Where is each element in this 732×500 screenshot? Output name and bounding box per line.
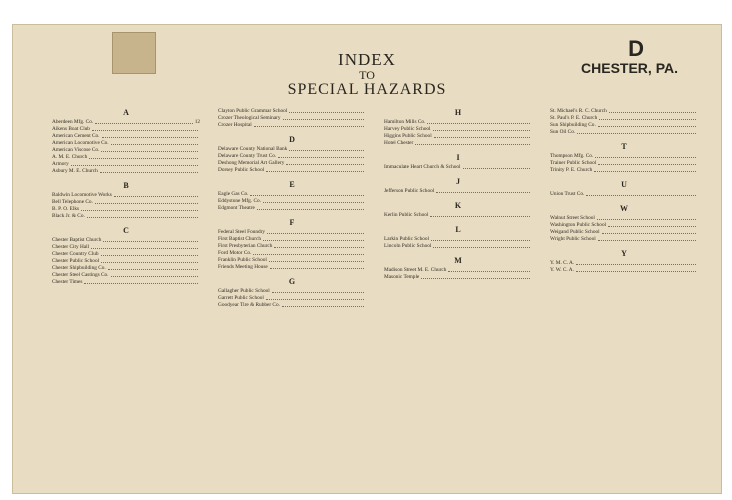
dot-leader <box>101 147 198 152</box>
index-section <box>52 226 200 286</box>
index-section-letter: Y <box>621 249 627 258</box>
index-section-letter: B <box>123 181 129 190</box>
index-entry-name: Baldwin Locomotive Works <box>52 192 112 198</box>
index-entry <box>384 274 532 281</box>
index-entry-name: American Locomotive Co. <box>52 140 109 146</box>
index-entry <box>218 295 366 302</box>
index-entry-name: Crozer Theological Seminary <box>218 115 281 121</box>
dot-leader <box>599 115 696 120</box>
dot-leader <box>270 264 364 269</box>
index-entry-name: Hotel Chester <box>384 140 414 146</box>
index-entry-name: American Cement Co. <box>52 133 100 139</box>
index-entry <box>384 267 532 274</box>
index-entry-name: Chester Times <box>52 279 83 285</box>
index-entry-name: Aikens Boat Club <box>52 126 90 132</box>
index-entry-name: Asbury M. E. Church <box>52 168 98 174</box>
index-entry-name: Larkin Public School <box>384 236 430 242</box>
index-entry-name: Franklin Public School <box>218 257 267 263</box>
index-entry <box>218 205 366 212</box>
index-entry <box>52 126 200 133</box>
index-entry <box>384 212 532 219</box>
index-section <box>550 108 698 136</box>
dot-leader <box>598 160 696 165</box>
index-section-letter: L <box>455 225 461 234</box>
index-entry-name: Immaculate Heart Church & School <box>384 164 461 170</box>
index-entry <box>550 260 698 267</box>
index-entry <box>218 236 366 243</box>
index-entry <box>550 236 698 243</box>
index-entry <box>218 229 366 236</box>
index-section <box>384 177 532 195</box>
index-section-letter: K <box>454 201 462 210</box>
dot-leader <box>84 279 198 284</box>
dot-leader <box>448 267 530 272</box>
index-section <box>384 201 532 219</box>
index-entry-name: Walnut Street School <box>550 215 595 221</box>
index-section <box>384 153 532 171</box>
index-entry-name: Y. W. C. A. <box>550 267 574 273</box>
dot-leader <box>433 126 531 131</box>
dot-leader <box>95 199 198 204</box>
index-section-letter: M <box>454 256 462 265</box>
index-section <box>218 218 366 271</box>
index-section <box>218 277 366 309</box>
index-entry <box>52 199 200 206</box>
index-title: INDEX <box>338 50 396 69</box>
index-entry <box>384 243 532 250</box>
dot-leader <box>89 154 198 159</box>
index-entry-name: Chester Country Club <box>52 251 99 257</box>
index-entry <box>52 154 200 161</box>
index-section <box>218 108 366 129</box>
index-entry-name: First Presbyterian Church <box>218 243 273 249</box>
index-entry-name: Jefferson Public School <box>384 188 435 194</box>
dot-leader <box>586 191 696 196</box>
index-entry-name: Harvey Public School <box>384 126 431 132</box>
dot-leader <box>594 167 696 172</box>
dot-leader <box>101 251 199 256</box>
index-section-letter: I <box>456 153 460 162</box>
index-section <box>52 181 200 220</box>
dot-leader <box>608 222 696 227</box>
index-entry <box>550 108 698 115</box>
index-entry <box>218 264 366 271</box>
index-entry-name: Union Trust Co. <box>550 191 585 197</box>
index-entry-name: Ford Motor Co. <box>218 250 252 256</box>
index-entry <box>52 279 200 286</box>
index-entry-name: Y. M. C. A. <box>550 260 575 266</box>
dot-leader <box>421 274 530 279</box>
dot-leader <box>95 119 193 124</box>
index-entry <box>384 140 532 147</box>
index-entry-name: Trainer Public School <box>550 160 597 166</box>
dot-leader <box>263 236 364 241</box>
dot-leader <box>598 122 696 127</box>
dot-leader <box>577 129 696 134</box>
dot-leader <box>114 192 198 197</box>
dot-leader <box>100 168 198 173</box>
dot-leader <box>289 146 364 151</box>
index-entry-name: Madison Street M. E. Church <box>384 267 447 273</box>
index-entry <box>550 267 698 274</box>
dot-leader <box>282 302 364 307</box>
index-entry <box>218 302 366 309</box>
index-entry-name: Bell Telephone Co. <box>52 199 93 205</box>
index-entry-name: Armory <box>52 161 69 167</box>
index-entry-name: First Baptist Church <box>218 236 261 242</box>
index-entry-name: Weigand Public School <box>550 229 600 235</box>
index-entry-name: Aberdeen Mfg. Co. <box>52 119 94 125</box>
index-section <box>384 225 532 250</box>
index-entry <box>52 265 200 272</box>
dot-leader <box>278 153 364 158</box>
index-section-letter: T <box>621 142 627 151</box>
index-entry <box>550 167 698 174</box>
index-entry <box>218 191 366 198</box>
index-entry <box>52 244 200 251</box>
index-entry-name: Chester Public School <box>52 258 100 264</box>
index-section-letter: W <box>620 204 628 213</box>
dot-leader <box>609 108 696 113</box>
index-column <box>384 104 532 494</box>
index-entry <box>52 192 200 199</box>
index-section-letter: H <box>454 108 462 117</box>
index-entry <box>52 213 200 220</box>
dot-leader <box>415 140 530 145</box>
index-entry-name: Lincoln Public School <box>384 243 432 249</box>
dot-leader <box>274 243 364 248</box>
dot-leader <box>263 198 364 203</box>
dot-leader <box>463 164 531 169</box>
index-entry-name: Black Jr. & Co. <box>52 213 85 219</box>
index-entry <box>218 153 366 160</box>
dot-leader <box>81 206 198 211</box>
dot-leader <box>431 236 530 241</box>
index-entry-name: Gallagher Public School <box>218 288 270 294</box>
index-section <box>218 180 366 212</box>
index-entry <box>52 168 200 175</box>
index-entry <box>218 160 366 167</box>
index-entry <box>218 167 366 174</box>
index-entry <box>550 229 698 236</box>
index-section-letter: U <box>621 180 627 189</box>
dot-leader <box>253 250 364 255</box>
index-entry-name: Washington Public School <box>550 222 607 228</box>
index-entry <box>384 188 532 195</box>
index-entry <box>550 122 698 129</box>
dot-leader <box>269 257 364 262</box>
index-section-letter: F <box>289 218 295 227</box>
index-entry <box>218 146 366 153</box>
index-entry <box>384 164 532 171</box>
index-entry-name: St. Paul's P. E. Church <box>550 115 598 121</box>
index-entry <box>218 250 366 257</box>
index-entry-name: B. P. O. Elks <box>52 206 80 212</box>
dot-leader <box>111 272 199 277</box>
index-section <box>384 108 532 147</box>
index-entry <box>384 126 532 133</box>
index-entry-name: Chester Baptist Church <box>52 237 102 243</box>
index-section <box>550 180 698 198</box>
dot-leader <box>283 115 364 120</box>
index-entry <box>384 133 532 140</box>
index-entry-name: Kerlin Public School <box>384 212 429 218</box>
city-name: CHESTER, PA. <box>581 60 678 76</box>
index-entry-name: Sun Oil Co. <box>550 129 576 135</box>
dot-leader <box>272 288 364 293</box>
index-entry-name: American Viscose Co. <box>52 147 100 153</box>
index-entry-name: Deshong Memorial Art Gallery <box>218 160 285 166</box>
dot-leader <box>266 167 364 172</box>
dot-leader <box>92 126 198 131</box>
dot-leader <box>250 191 364 196</box>
index-entry-name: Masonic Temple <box>384 274 420 280</box>
index-section <box>550 249 698 274</box>
dot-leader <box>597 215 696 220</box>
index-entry-name: Edgmont Theatre <box>218 205 255 211</box>
index-entry <box>550 191 698 198</box>
index-entry-name: A. M. E. Church <box>52 154 88 160</box>
index-section <box>384 256 532 281</box>
index-entry <box>52 251 200 258</box>
index-section <box>218 135 366 174</box>
index-section <box>550 204 698 243</box>
index-column <box>550 104 698 494</box>
index-entry <box>550 160 698 167</box>
index-entry-name: Sun Shipbuilding Co. <box>550 122 596 128</box>
index-entry-name: Chester Shipbuilding Co. <box>52 265 106 271</box>
index-columns <box>52 104 698 494</box>
dot-leader <box>111 140 198 145</box>
index-section-letter: E <box>289 180 295 189</box>
dot-leader <box>595 153 696 158</box>
index-section-letter: G <box>288 277 296 286</box>
index-entry-name: Higgins Public School <box>384 133 432 139</box>
dot-leader <box>91 244 198 249</box>
dot-leader <box>101 258 198 263</box>
index-entry-name: Chester Steel Castings Co. <box>52 272 109 278</box>
index-entry-name: Delaware County National Bank <box>218 146 288 152</box>
index-entry <box>52 206 200 213</box>
dot-leader <box>598 236 696 241</box>
index-entry-name: Trinity P. E. Church <box>550 167 593 173</box>
index-section-letter: D <box>289 135 295 144</box>
index-section <box>52 108 200 175</box>
index-entry <box>550 153 698 160</box>
index-entry <box>218 198 366 205</box>
index-sheet <box>12 24 722 494</box>
index-entry-name: Goodyear Tire & Rubber Co. <box>218 302 280 308</box>
index-entry <box>550 222 698 229</box>
index-entry <box>550 115 698 122</box>
dot-leader <box>102 133 198 138</box>
index-entry <box>218 115 366 122</box>
index-entry <box>550 215 698 222</box>
dot-leader <box>254 122 364 127</box>
index-entry <box>52 140 200 147</box>
dot-leader <box>286 160 364 165</box>
dot-leader <box>430 212 530 217</box>
dot-leader <box>266 295 364 300</box>
index-column <box>218 104 366 494</box>
index-entry <box>384 119 532 126</box>
index-entry <box>550 129 698 136</box>
index-entry <box>218 257 366 264</box>
index-section-letter: C <box>123 226 129 235</box>
dot-leader <box>257 205 364 210</box>
index-entry <box>218 122 366 129</box>
index-entry <box>52 237 200 244</box>
index-entry <box>52 161 200 168</box>
index-entry <box>52 272 200 279</box>
index-entry <box>218 108 366 115</box>
index-section-letter: A <box>123 108 129 117</box>
index-entry-page: 12 <box>194 119 200 125</box>
index-subtitle: SPECIAL HAZARDS <box>287 81 447 98</box>
dot-leader <box>87 213 198 218</box>
index-entry <box>52 147 200 154</box>
index-entry-name: St. Michael's R. C. Church <box>550 108 607 114</box>
index-entry-name: Wright Public School <box>550 236 596 242</box>
index-column <box>52 104 200 494</box>
index-entry-name: Federal Steel Foundry <box>218 229 266 235</box>
dot-leader <box>289 108 364 113</box>
dot-leader <box>602 229 696 234</box>
index-entry-name: Chester City Hall <box>52 244 90 250</box>
index-entry <box>52 119 200 126</box>
index-entry <box>52 258 200 265</box>
index-entry <box>218 288 366 295</box>
index-entry-name: Garrett Public School <box>218 295 264 301</box>
dot-leader <box>71 161 198 166</box>
index-entry <box>52 133 200 140</box>
section-letter: D <box>628 36 644 61</box>
index-entry-name: Crozer Hospital <box>218 122 252 128</box>
index-entry-name: Friends Meeting House <box>218 264 268 270</box>
dot-leader <box>267 229 364 234</box>
index-section <box>550 142 698 174</box>
index-entry-name: Clayton Public Grammar School <box>218 108 288 114</box>
index-entry <box>384 236 532 243</box>
index-entry-name: Dorsey Public School <box>218 167 265 173</box>
dot-leader <box>433 243 530 248</box>
dot-leader <box>576 267 696 272</box>
index-entry-name: Eagle Gas Co. <box>218 191 249 197</box>
dot-leader <box>576 260 696 265</box>
index-entry-name: Eddystone Mfg. Co. <box>218 198 261 204</box>
dot-leader <box>103 237 198 242</box>
dot-leader <box>434 133 530 138</box>
index-entry <box>218 243 366 250</box>
dot-leader <box>427 119 530 124</box>
index-entry-name: Delaware County Trust Co. <box>218 153 277 159</box>
index-entry-name: Hamilton Mills Co. <box>384 119 426 125</box>
index-entry-name: Thompson Mfg. Co. <box>550 153 594 159</box>
index-title-to: TO <box>359 68 375 82</box>
dot-leader <box>436 188 530 193</box>
index-section-letter: J <box>456 177 460 186</box>
dot-leader <box>108 265 198 270</box>
